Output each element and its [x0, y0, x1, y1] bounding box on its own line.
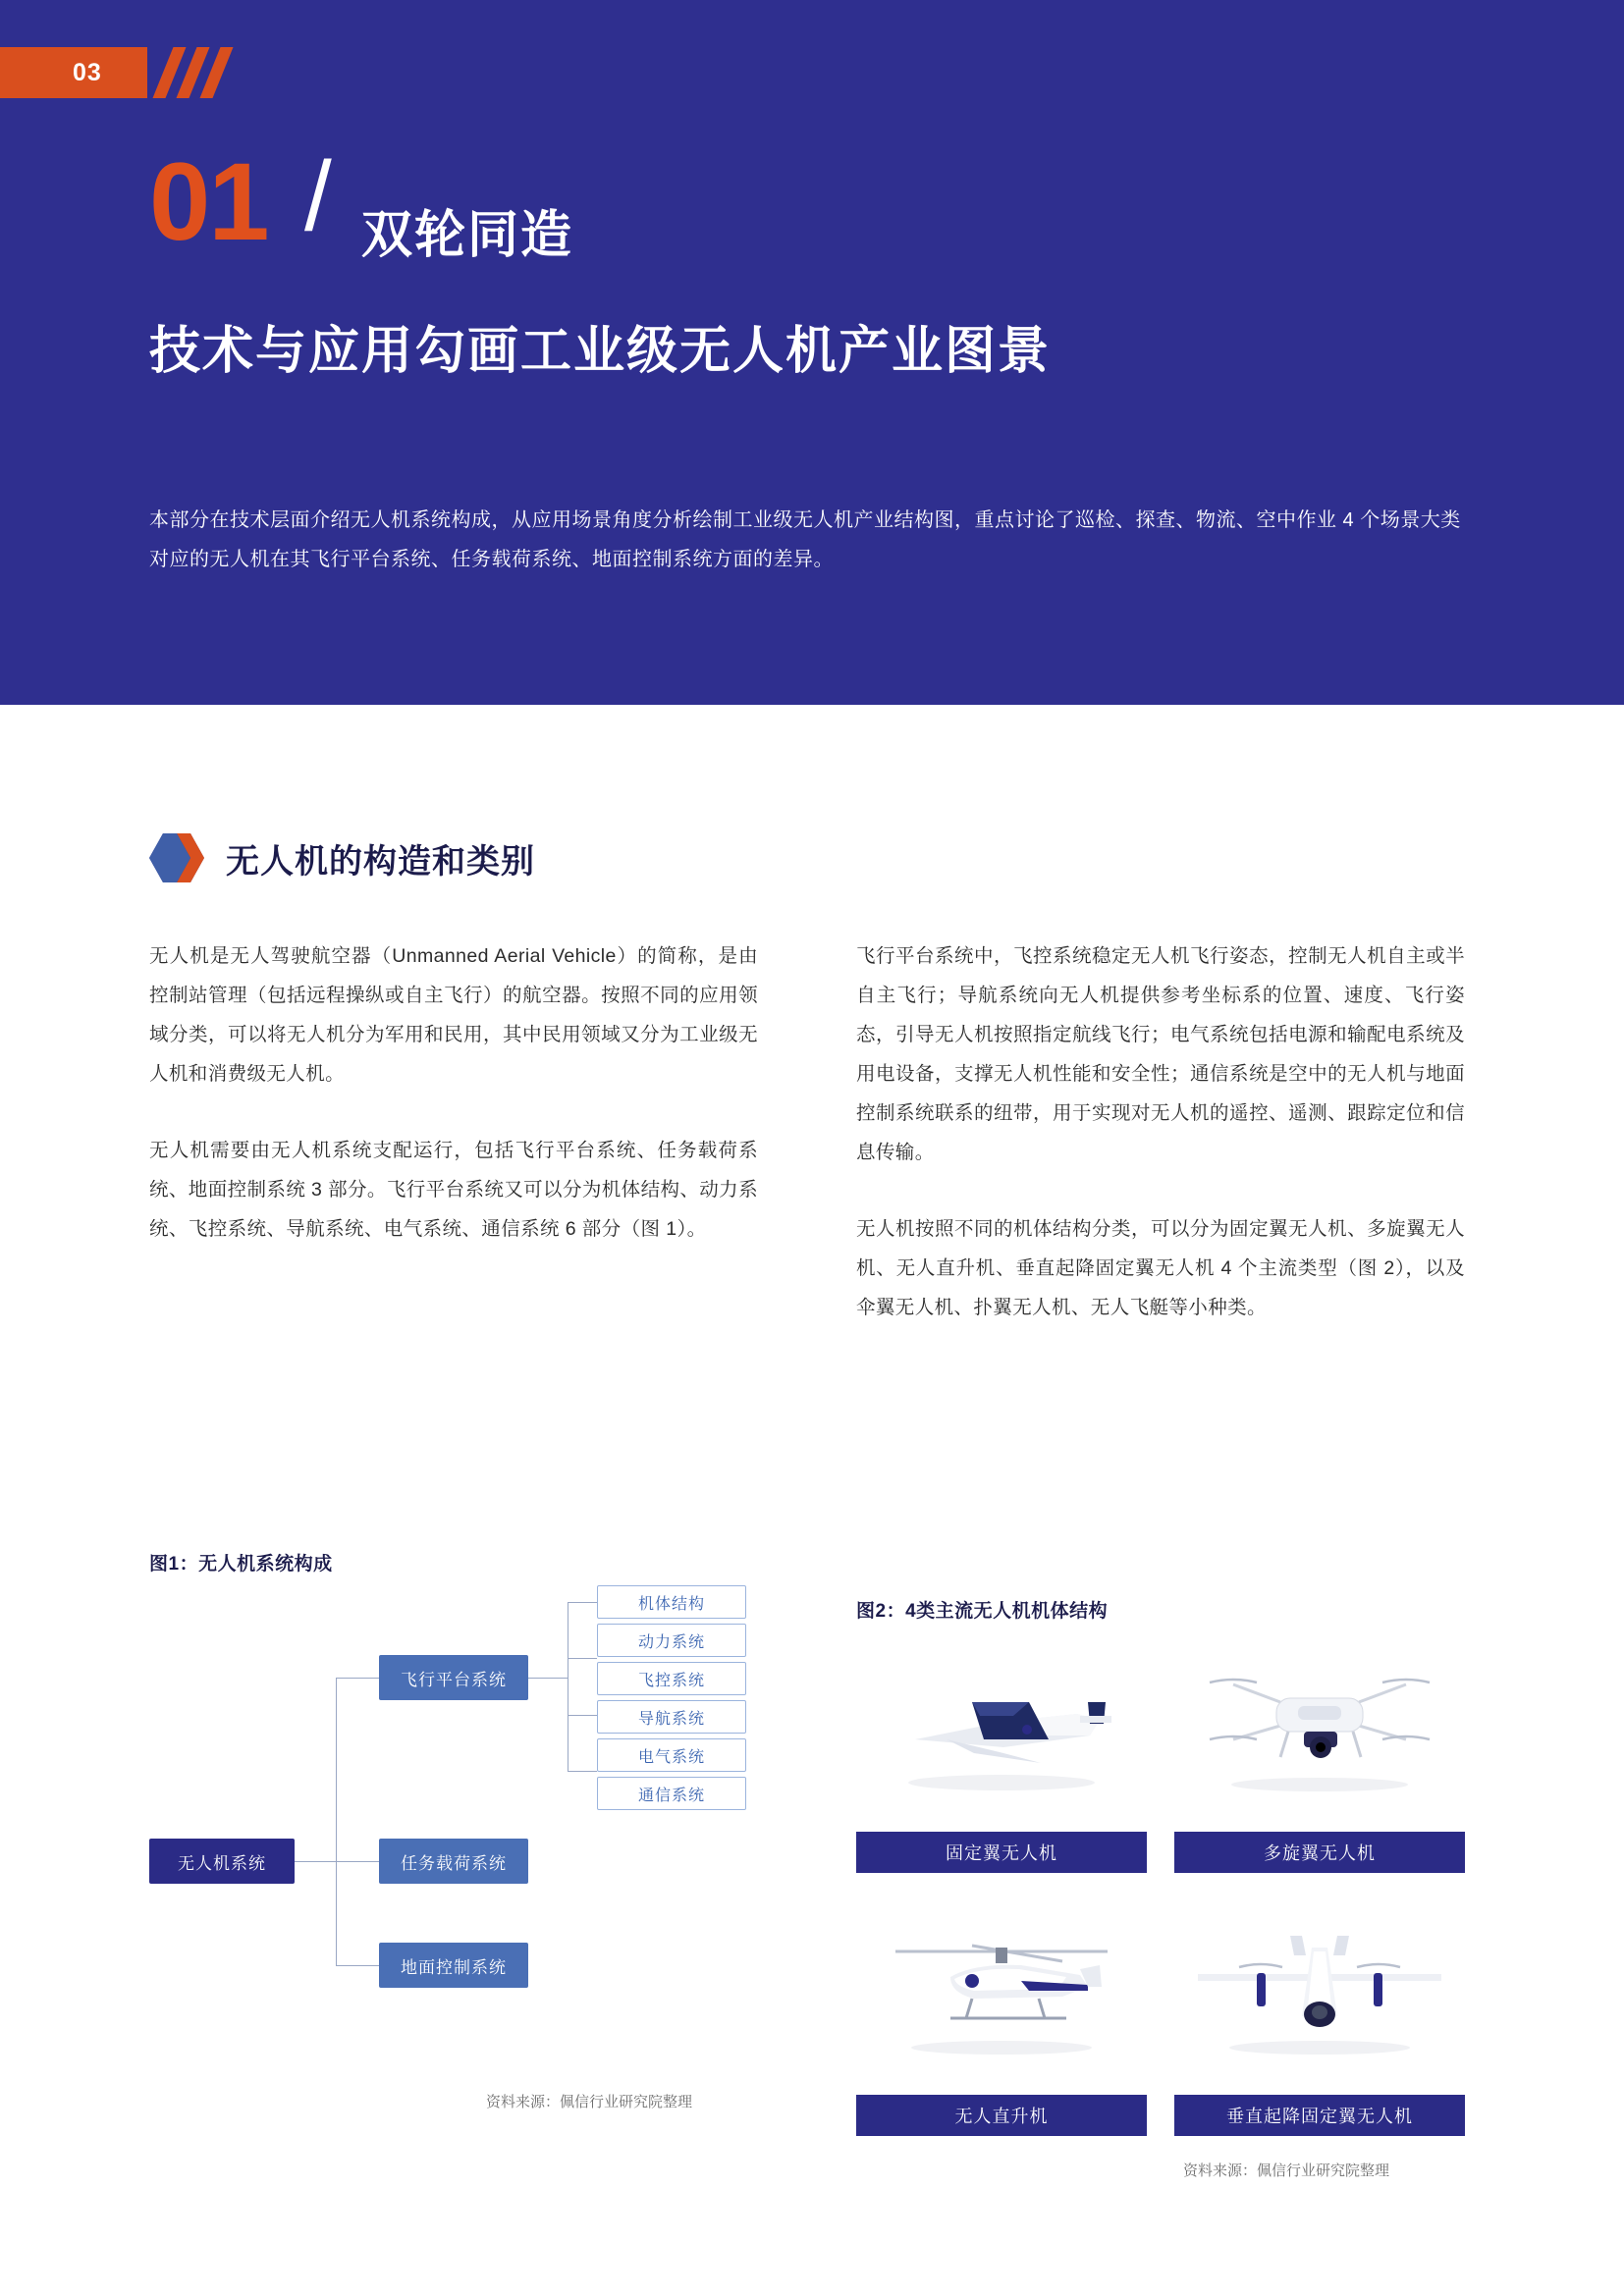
- drone-card-label: 多旋翼无人机: [1174, 1832, 1465, 1873]
- connector: [336, 1965, 379, 1966]
- connector: [568, 1771, 597, 1772]
- drone-card: [856, 1645, 1147, 1873]
- connector: [568, 1602, 597, 1603]
- figure2-photo-grid: [856, 1645, 1465, 2146]
- figure1-caption: 图1：无人机系统构成: [149, 1554, 333, 1575]
- connector: [295, 1861, 336, 1862]
- drone-card: [1174, 1908, 1465, 2136]
- drone-card-label: 无人直升机: [856, 2095, 1147, 2136]
- tree-node-leaf: 动力系统: [597, 1624, 746, 1657]
- tree-node-leaf: 通信系统: [597, 1777, 746, 1810]
- page-number: 03: [73, 58, 102, 86]
- tree-node-leaf: 飞控系统: [597, 1662, 746, 1695]
- drone-card-label: 固定翼无人机: [856, 1832, 1147, 1873]
- drone-card-label: 垂直起降固定翼无人机: [1174, 2095, 1465, 2136]
- connector: [568, 1658, 597, 1659]
- chapter-number: 01: [149, 140, 268, 263]
- drone-card: [856, 1908, 1147, 2136]
- hexagon-logo-icon: [149, 829, 204, 886]
- tree-node-mid: 地面控制系统: [379, 1943, 528, 1988]
- paragraph: 无人机是无人驾驶航空器（Unmanned Aerial Vehicle）的简称，是由控制站管理（包括远程操纵或自主飞行）的航空器。按照不同的应用领域分类，可以将无人机分为军用和民用，其中民用领域又分为工业级无人机和消费级无人机。: [149, 945, 758, 1085]
- fixed-wing-drone-photo: [856, 1645, 1147, 1802]
- figure2-source: 资料来源：佩信行业研究院整理: [1183, 2163, 1390, 2179]
- figure2-caption: 图2：4类主流无人机机体结构: [856, 1601, 1109, 1622]
- chapter-description: 本部分在技术层面介绍无人机系统构成，从应用场景角度分析绘制工业级无人机产业结构图，重点讨论了巡检、探查、物流、空中作业 4 个场景大类对应的无人机在其飞行平台系统、任务载荷系统、地面控制系统方面的差异。: [149, 509, 1461, 570]
- page-number-tab: [0, 47, 147, 98]
- connector: [336, 1678, 337, 1965]
- tree-node-root: 无人机系统: [149, 1839, 295, 1884]
- tree-node-mid: 任务载荷系统: [379, 1839, 528, 1884]
- tree-node-mid: 飞行平台系统: [379, 1655, 528, 1700]
- chapter-title-line-1: 双轮同造: [361, 207, 574, 264]
- body-column-left: [149, 937, 758, 1287]
- connector: [336, 1678, 379, 1679]
- tree-node-leaf: 电气系统: [597, 1738, 746, 1772]
- connector: [336, 1861, 379, 1862]
- connector: [568, 1715, 597, 1716]
- multirotor-drone-photo: [1174, 1645, 1465, 1802]
- tree-node-leaf: 机体结构: [597, 1585, 746, 1619]
- section-heading: [149, 829, 535, 886]
- connector: [528, 1678, 568, 1679]
- figure1-tree-diagram: [149, 1585, 758, 2086]
- paragraph: 无人机按照不同的机体结构分类，可以分为固定翼无人机、多旋翼无人机、无人直升机、垂直起降固定翼无人机 4 个主流类型（图 2），以及伞翼无人机、扑翼无人机、无人飞艇等小种类。: [856, 1217, 1465, 1318]
- tree-node-leaf: 导航系统: [597, 1700, 746, 1734]
- paragraph: 无人机需要由无人机系统支配运行，包括飞行平台系统、任务载荷系统、地面控制系统 3 部分。飞行平台系统又可以分为机体结构、动力系统、飞控系统、导航系统、电气系统、通信系统 6 部分（图 1）。: [149, 1139, 758, 1240]
- vtol-drone-photo: [1174, 1908, 1465, 2065]
- body-column-right: [856, 937, 1465, 1365]
- section-title: 无人机的构造和类别: [226, 842, 535, 881]
- figure1-source: 资料来源：佩信行业研究院整理: [486, 2094, 693, 2110]
- paragraph: 飞行平台系统中，飞控系统稳定无人机飞行姿态，控制无人机自主或半自主飞行；导航系统向无人机提供参考坐标系的位置、速度、飞行姿态，引导无人机按照指定航线飞行；电气系统包括电源和输配电系统及用电设备，支撑无人机性能和安全性；通信系统是空中的无人机与地面控制系统联系的纽带，用于实现对无人机的遥控、遥测、跟踪定位和信息传输。: [856, 945, 1465, 1163]
- drone-card: [1174, 1645, 1465, 1873]
- helicopter-drone-photo: [856, 1908, 1147, 2065]
- chapter-title-line-2: 技术与应用勾画工业级无人机产业图景: [149, 323, 1052, 380]
- decorative-slashes-icon: [163, 47, 242, 98]
- title-divider-slash: /: [304, 141, 332, 251]
